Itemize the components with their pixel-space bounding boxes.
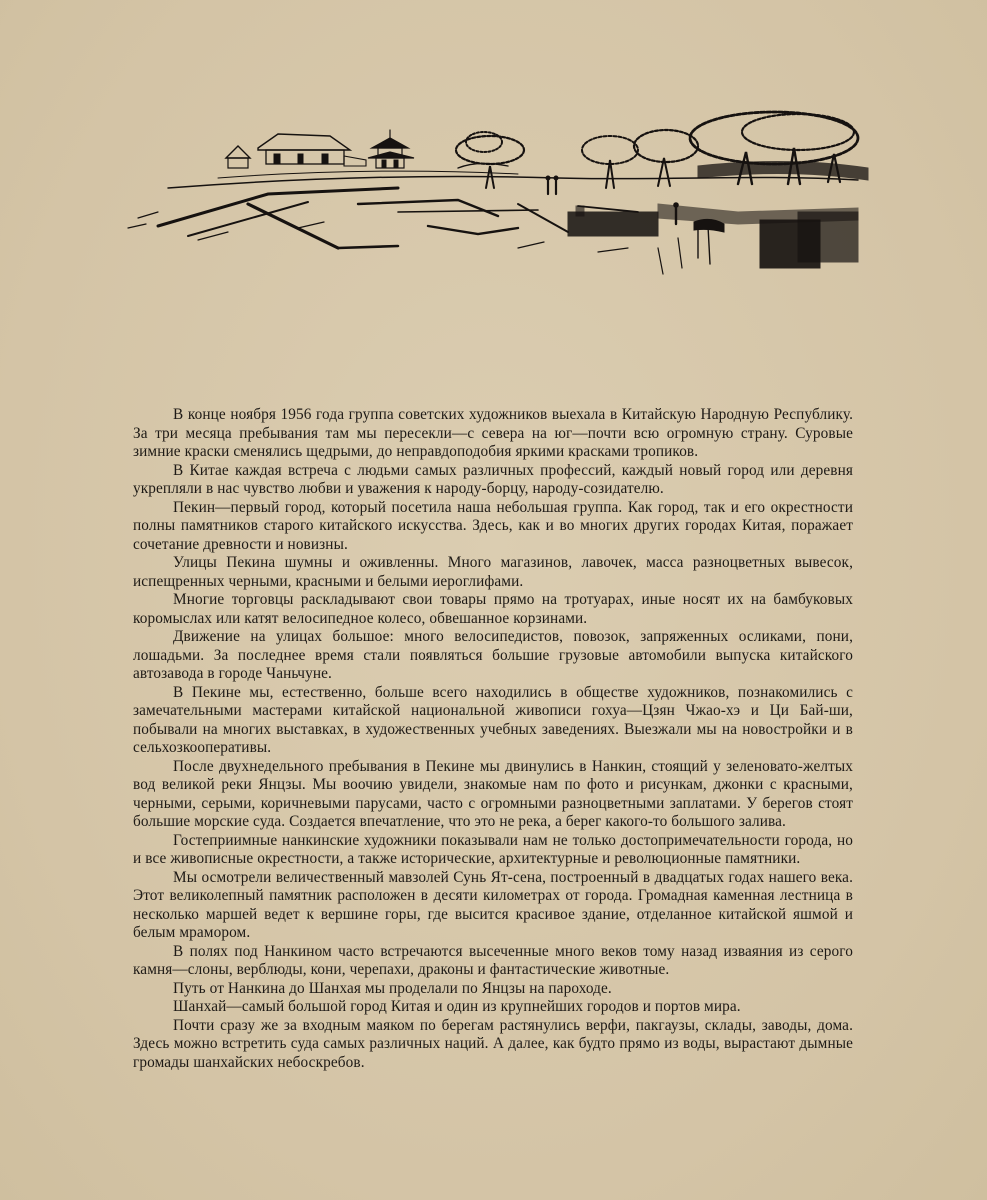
paragraph: В Китае каждая встреча с людьми самых различных профессий, каждый новый город или деревня укрепляли в нас чувство любви и уважения к народу-борцу, народу-созидателю.	[133, 461, 853, 497]
article-text	[133, 406, 853, 1072]
paragraph: В Пекине мы, естественно, больше всего находились в обществе художников, познакомились с замечательными мастерами китайской национальной живописи гохуа—Цзян Чжао-хэ и Ци Бай-ши, побывали на многих выставках, в художественных учебных заведениях. Выезжали мы на новостройки и в сельхозкооперативы.	[133, 683, 853, 756]
paragraph: В полях под Нанкином часто встречаются высеченные много веков тому назад изваяния из серого камня—слоны, верблюды, кони, черепахи, драконы и фантастические животные.	[133, 942, 853, 978]
paragraph: После двухнедельного пребывания в Пекине мы двинулись в Нанкин, стоящий у зеленовато-желтых вод великой реки Янцзы. Мы воочию увидели, знакомые нам по фото и рисункам, джонки с красными, черными, серыми, коричневыми парусами, часто с огромными разноцветными заплатами. У берегов стоят большие морские суда. Создается впечатление, что это не река, а берег какого-то большого залива.	[133, 757, 853, 830]
paragraph: Гостеприимные нанкинские художники показывали нам не только достопримечательности города, но и все живописные окрестности, а также исторические, архитектурные и революционные памятники.	[133, 831, 853, 867]
landscape-illustration-icon	[98, 108, 870, 278]
paragraph: Мы осмотрели величественный мавзолей Сунь Ят-сена, построенный в двадцатых годах нашего века. Этот великолепный памятник расположен в десяти километрах от города. Громадная каменная лестница в несколько маршей ведет к вершине горы, где высится красивое здание, отделанное китайской яшмой и белым мрамором.	[133, 868, 853, 941]
paragraph: Многие торговцы раскладывают свои товары прямо на тротуарах, иные носят их на бамбуковых коромыслах или катят велосипедное колесо, обвешанное корзинами.	[133, 591, 853, 627]
paragraph: Путь от Нанкина до Шанхая мы проделали по Янцзы на пароходе.	[173, 979, 612, 997]
paragraph: В конце ноября 1956 года группа советских художников выехала в Китайскую Народную Республику. За три месяца пребывания там мы пересекли—с севера на юг—почти всю огромную страну. Суровые зимние краски сменялись щедрыми, до неправдоподобия яркими красками тропиков.	[133, 406, 853, 460]
paragraph: Шанхай—самый большой город Китая и один из крупнейших городов и портов мира.	[173, 998, 741, 1015]
paragraph: Улицы Пекина шумны и оживленны. Много магазинов, лавочек, масса разноцветных вывесок, испещренных черными, красными и белыми иероглифами.	[133, 554, 853, 590]
paragraph: Почти сразу же за входным маяком по берегам растянулись верфи, пакгаузы, склады, заводы, дома. Здесь можно встретить суда самых различных наций. А далее, как будто прямо из воды, вырастают дымные громады шанхайских небоскребов.	[133, 1016, 853, 1071]
paragraph: Пекин—первый город, который посетила наша небольшая группа. Как город, так и его окрестности полны памятников старого китайского искусства. Здесь, как и во многих других городах Китая, поражает сочетание древности и новизны.	[133, 498, 853, 553]
paragraph: Движение на улицах большое: много велосипедистов, повозок, запряженных осликами, пони, лошадьми. За последнее время стали появляться большие грузовые автомобили выпуска китайского автозавода в городе Чаньчуне.	[133, 628, 853, 682]
